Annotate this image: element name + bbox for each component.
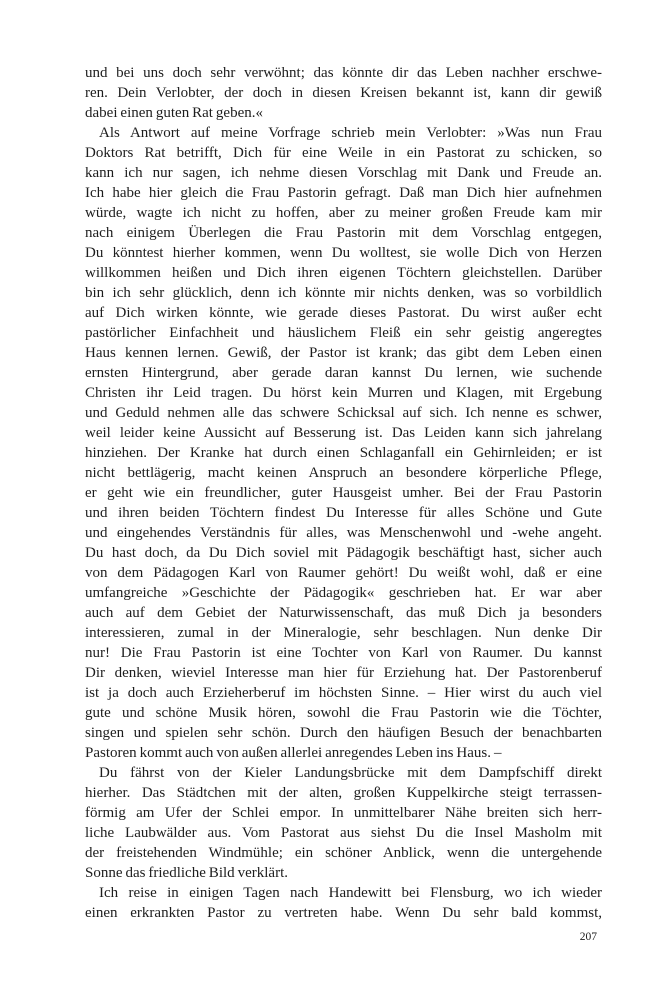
text-line: Dir denken, wieviel Interesse man hier für Erziehung hat. Der Pastorenberuf bbox=[85, 665, 602, 681]
text-line: und ihren beiden Töchtern findest Du Interesse für alles Schöne und Gute bbox=[85, 505, 602, 521]
text-line: Ich habe hier gleich die Frau Pastorin gefragt. Daß man Dich hier aufnehmen bbox=[85, 185, 602, 201]
text-line: Christen ihr Leid tragen. Du hörst kein Murren und Klagen, mit Ergebung bbox=[85, 385, 602, 401]
text-line: dabei einen guten Rat geben.« bbox=[85, 105, 263, 121]
text-line: auf Dich wirken könnte, wie gerade dieses Pastorat. Du wirst außer echt bbox=[85, 305, 602, 321]
text-line: nach einigem Überlegen die Frau Pastorin mit dem Vorschlag entgegen, bbox=[85, 225, 602, 241]
text-line: nicht bettlägerig, macht keinen Anspruch an besondere körperliche Pflege, bbox=[85, 465, 602, 481]
text-line: weil leider keine Aussicht auf Besserung ist. Das Leiden kann sich jahrelang bbox=[85, 425, 602, 441]
text-line: pastörlicher Einfachheit und häuslichem Fleiß ein sehr geistig angeregtes bbox=[85, 325, 602, 341]
text-line: ernsten Hintergrund, aber gerade daran kannst Du lernen, wie suchende bbox=[85, 365, 602, 381]
text-line: und bei uns doch sehr verwöhnt; das könnte dir das Leben nachher erschwe- bbox=[85, 65, 602, 81]
text-line: willkommen heißen und Dich ihren eigenen Töchtern gleichstellen. Darüber bbox=[85, 265, 602, 281]
text-line: Du könntest hierher kommen, wenn Du wolltest, sie wolle Dich von Herzen bbox=[85, 245, 602, 261]
text-line: auch auf dem Gebiet der Naturwissenschaft, das muß Dich ja besonders bbox=[85, 605, 602, 621]
text-line: interessieren, zumal in der Mineralogie, sehr beschlagen. Nun denke Dir bbox=[85, 625, 602, 641]
text-line: förmig am Ufer der Schlei empor. In unmittelbarer Nähe breiten sich herr- bbox=[85, 805, 602, 821]
text-line: umfangreiche »Geschichte der Pädagogik« geschrieben hat. Er war aber bbox=[85, 585, 602, 601]
text-line: und Geduld nehmen alle das schwere Schicksal auf sich. Ich nenne es schwer, bbox=[85, 405, 602, 421]
text-line: Pastoren kommt auch von außen allerlei anregendes Leben ins Haus. – bbox=[85, 745, 502, 761]
text-line: der freistehenden Windmühle; ein schöner Anblick, wenn die untergehende bbox=[85, 845, 602, 861]
text-line: ist ja doch auch Erzieherberuf im höchsten Sinne. – Hier wirst du auch viel bbox=[85, 685, 602, 701]
text-line: ren. Dein Verlobter, der doch in diesen Kreisen bekannt ist, kann dir gewiß bbox=[85, 85, 602, 101]
text-line: und eingehendes Verständnis für alles, was Menschenwohl und -wehe angeht. bbox=[85, 525, 602, 541]
text-line: er geht wie ein freundlicher, guter Hausgeist umher. Bei der Frau Pastorin bbox=[85, 485, 602, 501]
text-line: von dem Pädagogen Karl von Raumer gehört! Du weißt wohl, daß er eine bbox=[85, 565, 602, 581]
text-line: liche Laubwälder aus. Vom Pastorat aus siehst Du die Insel Masholm mit bbox=[85, 825, 602, 841]
text-line: Sonne das friedliche Bild verklärt. bbox=[85, 865, 288, 881]
text-line: würde, wagte ich nicht zu hoffen, aber zu meiner großen Freude kam mir bbox=[85, 205, 602, 221]
text-line: Doktors Rat betrifft, Dich für eine Weile in ein Pastorat zu schicken, so bbox=[85, 145, 602, 161]
text-line: gute und schöne Musik hören, sowohl die Frau Pastorin wie die Töchter, bbox=[85, 705, 602, 721]
text-line: einen erkrankten Pastor zu vertreten habe. Wenn Du sehr bald kommst, bbox=[85, 905, 602, 921]
text-line: hierher. Das Städtchen mit der alten, großen Kuppelkirche steigt terrassen- bbox=[85, 785, 602, 801]
text-line: Du hast doch, da Du Dich soviel mit Pädagogik beschäftigt hast, sicher auch bbox=[85, 545, 602, 561]
text-line: Du fährst von der Kieler Landungsbrücke mit dem Dampfschiff direkt bbox=[99, 765, 602, 781]
text-line: singen und spielen sehr schön. Durch den häufigen Besuch der benachbarten bbox=[85, 725, 602, 741]
text-line: Als Antwort auf meine Vorfrage schrieb mein Verlobter: »Was nun Frau bbox=[99, 125, 602, 141]
text-line: bin ich sehr glücklich, denn ich könnte mir nichts denken, was so vorbildlich bbox=[85, 285, 602, 301]
text-line: nur! Die Frau Pastorin ist eine Tochter von Karl von Raumer. Du kannst bbox=[85, 645, 602, 661]
body-text bbox=[85, 63, 602, 923]
text-line: Ich reise in einigen Tagen nach Handewitt bei Flensburg, wo ich wieder bbox=[99, 885, 602, 901]
page-number: 207 bbox=[579, 931, 597, 943]
text-line: hinziehen. Der Kranke hat durch einen Schlaganfall ein Gehirnleiden; er ist bbox=[85, 445, 602, 461]
text-line: kann ich nur sagen, ich nehme diesen Vorschlag mit Dank und Freude an. bbox=[85, 165, 602, 181]
text-line: Haus kennen lernen. Gewiß, der Pastor ist krank; das gibt dem Leben einen bbox=[85, 345, 602, 361]
